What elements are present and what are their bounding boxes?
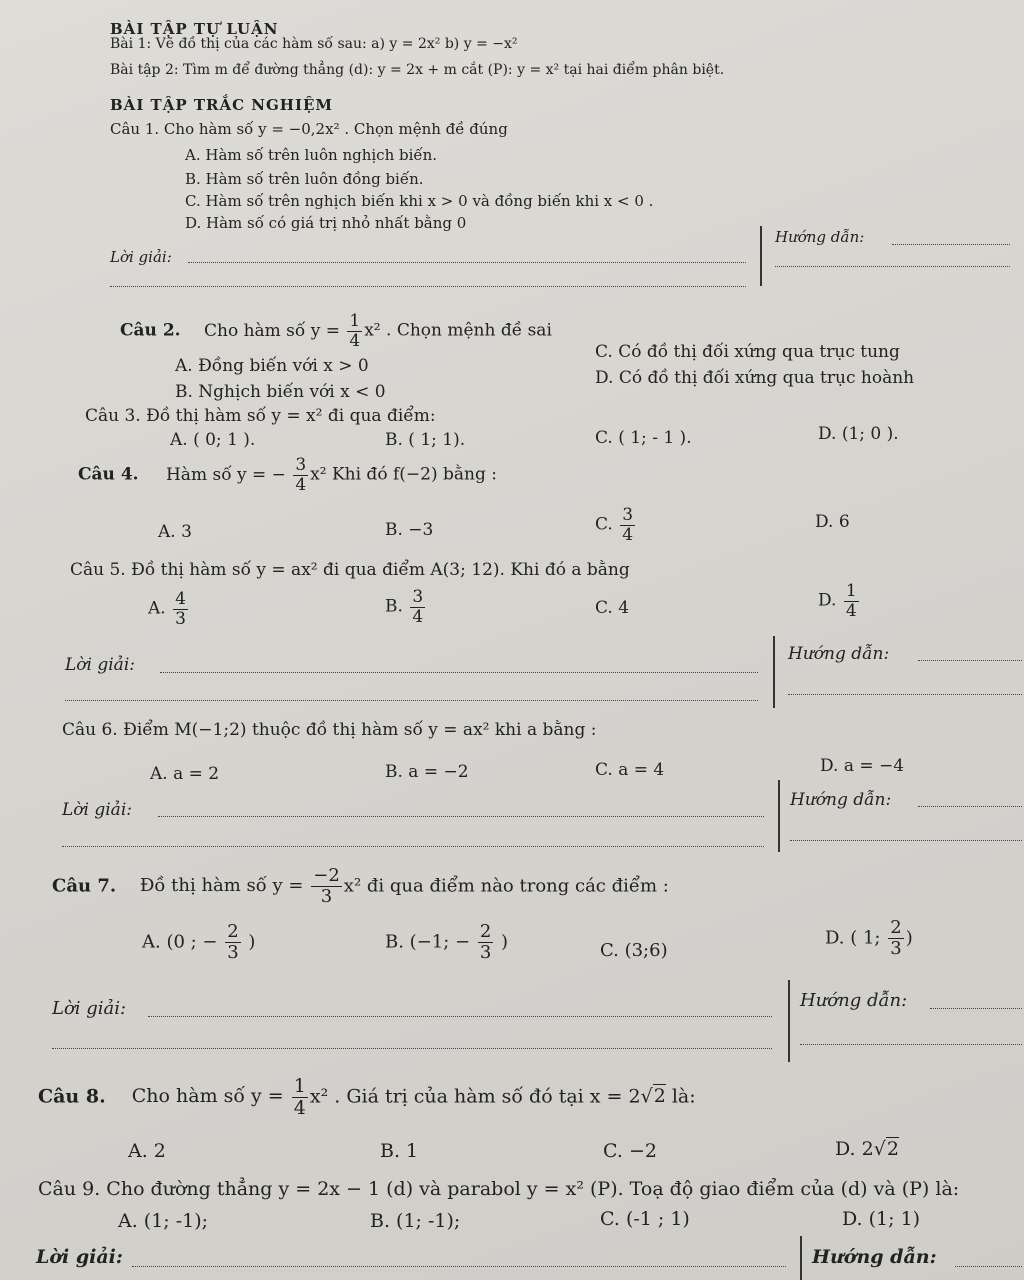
q1-stem: Câu 1. Cho hàm số y = −0,2x² . Chọn mệnh đề đúng [110, 120, 508, 138]
q6-answer-line-2 [62, 846, 764, 847]
q2-option-c: C. Có đồ thị đối xứng qua trục tung [595, 342, 900, 362]
q6-option-a: A. a = 2 [150, 764, 220, 784]
q7-option-c: C. (3;6) [600, 940, 668, 961]
q2-option-d: D. Có đồ thị đối xứng qua trục hoành [595, 368, 915, 388]
q7-fraction: $\frac{-2}{3}$ [313, 865, 340, 907]
q9-divider [800, 1236, 802, 1280]
q8-option-a: A. 2 [128, 1140, 166, 1162]
bai-2: Bài tập 2: Tìm m để đường thẳng (d): y = 2x + m cắt (P): y = x² tại hai điểm phân biệt. [110, 62, 725, 78]
q1-option-a: A. Hàm số trên luôn nghịch biến. [185, 146, 438, 164]
q8-option-c: C. −2 [603, 1140, 657, 1162]
q8-option-b: B. 1 [380, 1140, 419, 1162]
q5-option-d: D. $\frac{1}{4}$ [818, 581, 857, 621]
q7-answer-line-2 [52, 1048, 772, 1049]
q8-stem: Câu 8. Cho hàm số y = $\frac{1}{4}$ x² . Giá trị của hàm số đó tại x = 2√2 là: [38, 1075, 696, 1119]
q7-stem: Câu 7. Đồ thị hàm số y = $\frac{-2}{3}$ x² đi qua điểm nào trong các điểm : [52, 865, 669, 907]
q6-hint-line-2 [790, 840, 1022, 841]
q4-stem: Câu 4. Hàm số y = − $\frac{3}{4}$ x² Khi đó f(−2) bằng : [78, 455, 497, 495]
bai-1: Bài 1: Vẽ đồ thị của các hàm số sau: a) y = 2x² b) y = −x² [110, 36, 518, 52]
q5-hint-line-2 [788, 694, 1022, 695]
q9-stem: Câu 9. Cho đường thẳng y = 2x − 1 (d) và parabol y = x² (P). Toạ độ giao điểm của (d) và (P) là: [38, 1178, 960, 1200]
q6-huong-dan-label: Hướng dẫn: [790, 790, 892, 810]
q9-option-b: B. (1; -1); [370, 1210, 461, 1232]
q6-option-d: D. a = −4 [820, 756, 905, 776]
q9-option-d: D. (1; 1) [842, 1208, 921, 1230]
q8-fraction: $\frac{1}{4}$ [293, 1075, 306, 1119]
q1-loi-giai-label: Lời giải: [110, 248, 172, 266]
q2-fraction: $\frac{1}{4}$ [349, 311, 361, 351]
q3-option-d: D. (1; 0 ). [818, 424, 899, 444]
q5-hint-line [918, 660, 1022, 661]
q7-loi-giai-label: Lời giải: [52, 998, 127, 1019]
q5-option-b: B. $\frac{3}{4}$ [385, 587, 424, 627]
q5-stem: Câu 5. Đồ thị hàm số y = ax² đi qua điểm A(3; 12). Khi đó a bằng [70, 560, 630, 580]
q9-option-a: A. (1; -1); [118, 1210, 209, 1232]
q3-stem: Câu 3. Đồ thị hàm số y = x² đi qua điểm: [85, 406, 436, 426]
q1-answer-line-2 [110, 286, 746, 287]
q5-option-c: C. 4 [595, 598, 630, 618]
q7-option-a: A. (0 ; − $\frac{2}{3}$ ) [142, 921, 256, 963]
q4-option-b: B. −3 [385, 520, 434, 540]
q4-option-a: A. 3 [158, 522, 192, 542]
q3-option-c: C. ( 1; - 1 ). [595, 428, 692, 448]
q4-option-c: C. $\frac{3}{4}$ [595, 505, 634, 545]
q6-answer-line [158, 816, 764, 817]
sqrt-symbol: √ [640, 1085, 653, 1108]
q6-divider [778, 780, 780, 852]
q5-answer-line [160, 672, 758, 673]
q7-option-d: D. ( 1; $\frac{2}{3}$ ) [825, 917, 913, 959]
q1-hint-line-2 [775, 266, 1010, 267]
q5-huong-dan-label: Hướng dẫn: [788, 644, 890, 664]
q6-hint-line [918, 806, 1022, 807]
q4-fraction: $\frac{3}{4}$ [295, 455, 307, 495]
q1-option-d: D. Hàm số có giá trị nhỏ nhất bằng 0 [185, 214, 467, 232]
sqrt-symbol: √ [873, 1138, 886, 1160]
q6-option-b: B. a = −2 [385, 762, 469, 782]
q6-option-c: C. a = 4 [595, 760, 665, 780]
q3-option-a: A. ( 0; 1 ). [170, 430, 256, 450]
q9-huong-dan-label: Hướng dẫn: [812, 1246, 937, 1268]
q3-option-b: B. ( 1; 1). [385, 430, 466, 450]
q8-option-d: D. 2√2 [835, 1138, 899, 1160]
q6-loi-giai-label: Lời giải: [62, 800, 132, 820]
q5-answer-line-2 [65, 700, 758, 701]
q9-hint-line [955, 1266, 1022, 1267]
q9-option-c: C. (-1 ; 1) [600, 1208, 690, 1230]
q4-option-d: D. 6 [815, 512, 850, 532]
q7-huong-dan-label: Hướng dẫn: [800, 990, 908, 1011]
q9-loi-giai-label: Lời giải: [36, 1246, 123, 1268]
q6-stem: Câu 6. Điểm M(−1;2) thuộc đồ thị hàm số y = ax² khi a bằng : [62, 720, 597, 740]
q2-stem: Câu 2. Cho hàm số y = $\frac{1}{4}$ x² . Chọn mệnh đề sai [120, 311, 552, 351]
q1-divider [760, 226, 762, 286]
tu-luan-title: BÀI TẬP TỰ LUẬN [110, 20, 279, 38]
trac-nghiem-title: BÀI TẬP TRẮC NGHIỆM [110, 96, 334, 114]
q7-hint-line-2 [800, 1044, 1022, 1045]
q5-option-a: A. $\frac{4}{3}$ [148, 589, 186, 629]
q1-answer-line [188, 262, 746, 263]
q7-divider [788, 980, 790, 1062]
q5-loi-giai-label: Lời giải: [65, 655, 135, 675]
q1-hint-line [892, 244, 1010, 245]
q1-huong-dan-label: Hướng dẫn: [775, 228, 865, 246]
q2-option-a: A. Đồng biến với x > 0 [175, 356, 369, 376]
q9-answer-line [132, 1266, 786, 1267]
q2-option-b: B. Nghịch biến với x < 0 [175, 382, 386, 402]
q1-option-c: C. Hàm số trên nghịch biến khi x > 0 và đồng biến khi x < 0 . [185, 192, 654, 210]
q5-divider [773, 636, 775, 708]
q7-option-b: B. (−1; − $\frac{2}{3}$ ) [385, 921, 509, 963]
q1-option-b: B. Hàm số trên luôn đồng biến. [185, 170, 424, 188]
q7-hint-line [930, 1008, 1022, 1009]
q7-answer-line [148, 1016, 772, 1017]
